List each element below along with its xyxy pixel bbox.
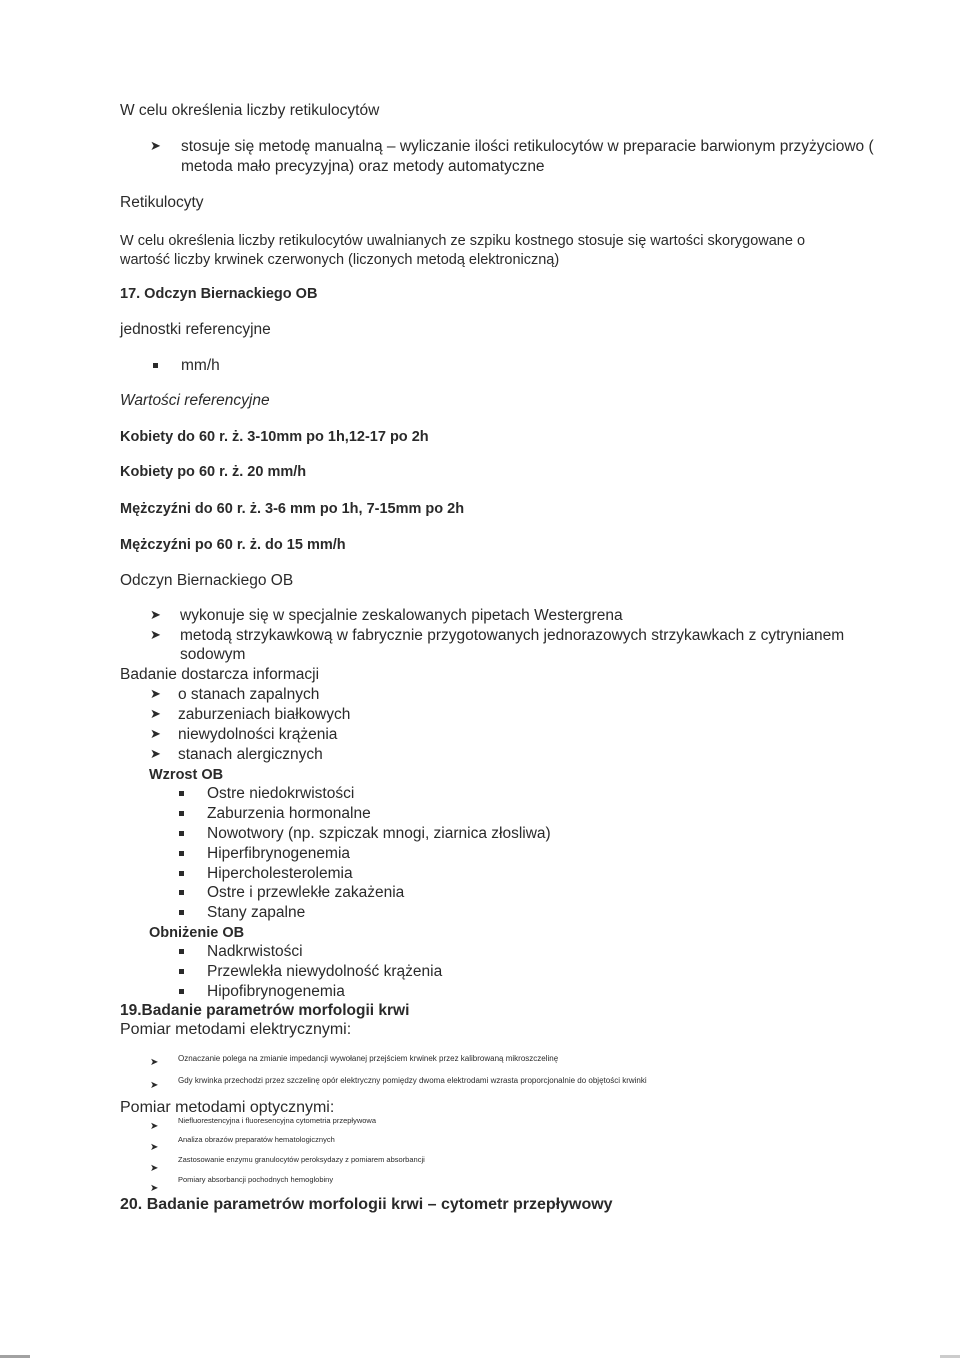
- increase-item: Ostre i przewlekłe zakażenia: [207, 884, 405, 901]
- method-item-cont: sodowym: [180, 646, 246, 663]
- marrow-line1: W celu określenia liczby retikulocytów uwalnianych ze szpiku kostnego stosuje się wartości skorygowane o: [120, 233, 806, 249]
- square-bullet-icon: [179, 989, 184, 994]
- square-bullet-icon: [179, 890, 184, 895]
- intro-bullet-line1: stosuje się metodę manualną – wyliczanie ilości retikulocytów w preparacie barwionym przyżyciowo (: [181, 138, 874, 155]
- ref-values-label: Wartości referencyjne: [120, 392, 270, 409]
- optical-item: Pomiary absorbancji pochodnych hemoglobiny: [178, 1175, 334, 1184]
- square-bullet-icon: [179, 831, 184, 836]
- increase-item: Stany zapalne: [207, 904, 306, 921]
- odczyn-label: Odczyn Biernackiego OB: [120, 572, 294, 589]
- method-item: metodą strzykawkową w fabrycznie przygotowanych jednorazowych strzykawkach z cytrynianem: [180, 627, 845, 644]
- square-bullet-icon: [179, 811, 184, 816]
- arrow-bullet-icon: ➤: [150, 1142, 159, 1153]
- square-bullet-icon: [179, 851, 184, 856]
- section17-title: 17. Odczyn Biernackiego OB: [120, 286, 318, 302]
- units-label: jednostki referencyjne: [120, 321, 271, 338]
- ref-men-under-60: Mężczyźni do 60 r. ż. 3-6 mm po 1h, 7-15mm po 2h: [120, 501, 465, 517]
- optical-item: Zastosowanie enzymu granulocytów peroksydazy z pomiarem absorbancji: [178, 1155, 425, 1164]
- arrow-bullet-icon: ➤: [150, 706, 161, 721]
- arrow-bullet-icon: ➤: [150, 1121, 159, 1132]
- section20-title: 20. Badanie parametrów morfologii krwi – cytometr przepływowy: [120, 1196, 613, 1213]
- info-item: o stanach zapalnych: [178, 686, 320, 703]
- retic-label: Retikulocyty: [120, 194, 204, 211]
- arrow-bullet-icon: ➤: [150, 1080, 159, 1091]
- method-item: wykonuje się w specjalnie zeskalowanych pipetach Westergrena: [180, 607, 623, 624]
- square-bullet-icon: [179, 969, 184, 974]
- arrow-bullet-icon: ➤: [150, 1183, 159, 1194]
- square-bullet-icon: [179, 949, 184, 954]
- square-bullet-icon: [179, 791, 184, 796]
- electric-label: Pomiar metodami elektrycznymi:: [120, 1021, 352, 1038]
- optical-item: Analiza obrazów preparatów hematologicznych: [178, 1135, 335, 1144]
- arrow-bullet-icon: ➤: [150, 686, 161, 701]
- increase-item: Hipercholesterolemia: [207, 865, 353, 882]
- increase-item: Hiperfibrynogenemia: [207, 845, 351, 862]
- square-bullet-icon: [179, 910, 184, 915]
- info-item: niewydolności krążenia: [178, 726, 338, 743]
- square-bullet-icon: [153, 363, 158, 368]
- decrease-item: Przewlekła niewydolność krążenia: [207, 963, 443, 980]
- intro-heading: W celu określenia liczby retikulocytów: [120, 102, 380, 119]
- ref-women-over-60: Kobiety po 60 r. ż. 20 mm/h: [120, 464, 307, 480]
- info-item: zaburzeniach białkowych: [178, 706, 351, 723]
- arrow-bullet-icon: ➤: [150, 746, 161, 761]
- optical-item: Niefluorestencyjna i fluoresencyjna cytometria przepływowa: [178, 1116, 377, 1125]
- arrow-bullet-icon: ➤: [150, 1163, 159, 1174]
- arrow-bullet-icon: ➤: [150, 627, 161, 642]
- increase-item: Nowotwory (np. szpiczak mnogi, ziarnica złosliwa): [207, 825, 551, 842]
- arrow-bullet-icon: ➤: [150, 1057, 159, 1068]
- electric-item: Gdy krwinka przechodzi przez szczelinę opór elektryczny pomiędzy dwoma elektrodami wzrasta proporcjonalnie do objętości krwinki: [178, 1076, 647, 1085]
- unit-value: mm/h: [181, 357, 220, 374]
- increase-item: Zaburzenia hormonalne: [207, 805, 371, 822]
- increase-item: Ostre niedokrwistości: [207, 785, 355, 802]
- decrease-label: Obniżenie OB: [149, 925, 245, 941]
- info-label: Badanie dostarcza informacji: [120, 666, 320, 683]
- intro-bullet-line2: metoda mało precyzyjna) oraz metody automatyczne: [181, 158, 545, 175]
- increase-label: Wzrost OB: [149, 767, 224, 783]
- square-bullet-icon: [179, 871, 184, 876]
- arrow-bullet-icon: ➤: [150, 607, 161, 622]
- info-item: stanach alergicznych: [178, 746, 323, 763]
- decrease-item: Hipofibrynogenemia: [207, 983, 345, 1000]
- electric-item: Oznaczanie polega na zmianie impedancji wywołanej przejściem krwinek przez kalibrowaną mikroszczelinę: [178, 1054, 559, 1063]
- ref-men-over-60: Mężczyźni po 60 r. ż. do 15 mm/h: [120, 537, 346, 553]
- section19-title: 19.Badanie parametrów morfologii krwi: [120, 1002, 410, 1019]
- arrow-bullet-icon: ➤: [150, 726, 161, 741]
- arrow-bullet-icon: ➤: [150, 138, 161, 153]
- optical-label: Pomiar metodami optycznymi:: [120, 1099, 335, 1116]
- ref-women-under-60: Kobiety do 60 r. ż. 3-10mm po 1h,12-17 po 2h: [120, 429, 429, 445]
- decrease-item: Nadkrwistości: [207, 943, 303, 960]
- marrow-line2: wartość liczby krwinek czerwonych (liczonych metodą elektroniczną): [120, 252, 560, 268]
